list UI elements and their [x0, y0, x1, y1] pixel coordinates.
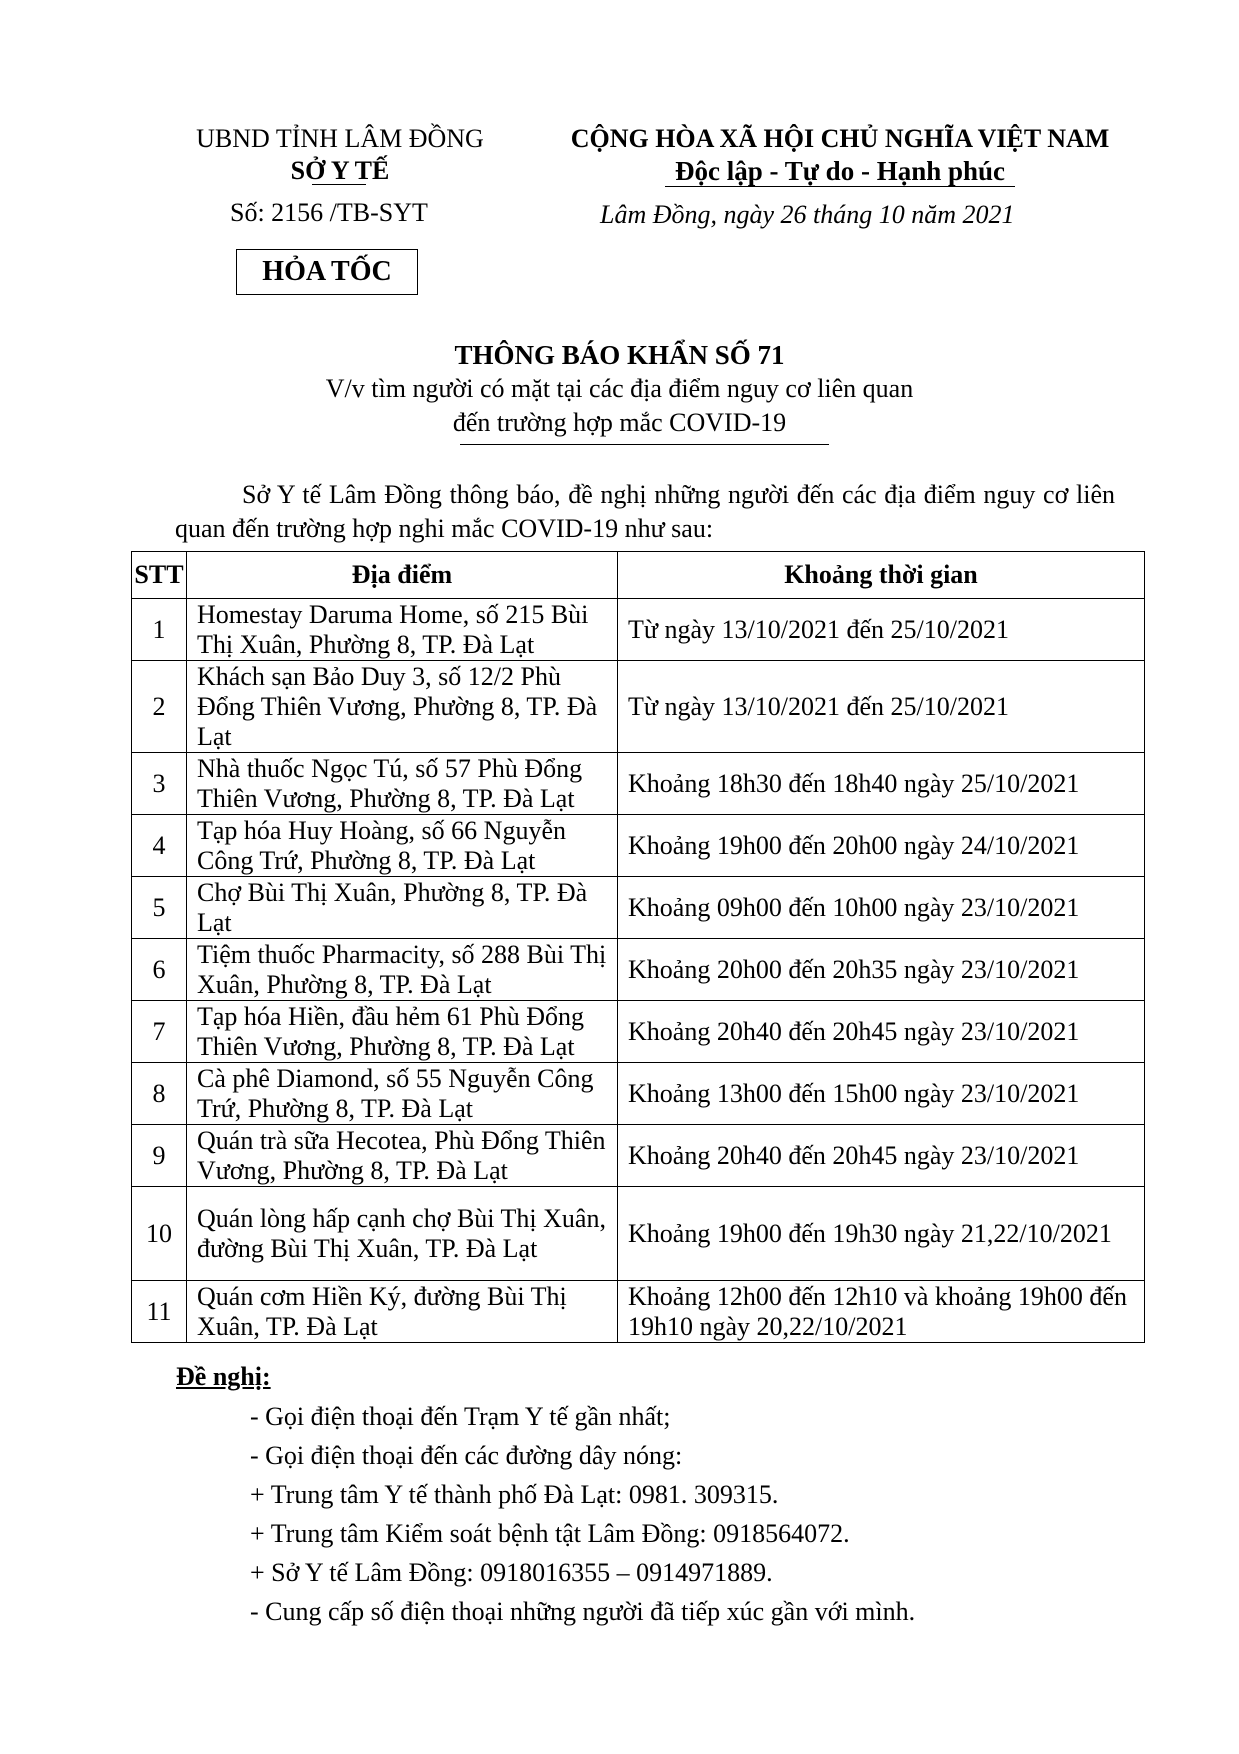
row-time: Khoảng 18h30 đến 18h40 ngày 25/10/2021	[618, 753, 1145, 815]
row-location: Chợ Bùi Thị Xuân, Phường 8, TP. Đà Lạt	[187, 877, 618, 939]
recommendations-heading: Đề nghị:	[176, 1362, 271, 1391]
row-stt: 10	[132, 1187, 187, 1281]
row-time: Khoảng 19h00 đến 20h00 ngày 24/10/2021	[618, 815, 1145, 877]
locations-table	[131, 551, 1145, 1343]
department-underline	[312, 184, 366, 185]
row-location: Nhà thuốc Ngọc Tú, số 57 Phù Đổng Thiên Vương, Phường 8, TP. Đà Lạt	[187, 753, 618, 815]
subject-underline	[460, 444, 829, 445]
national-title: CỘNG HÒA XÃ HỘI CHỦ NGHĨA VIỆT NAM	[570, 124, 1110, 153]
issuing-department: SỞ Y TẾ	[290, 156, 390, 185]
row-time: Khoảng 20h40 đến 20h45 ngày 23/10/2021	[618, 1125, 1145, 1187]
recommendation-item: + Trung tâm Y tế thành phố Đà Lạt: 0981. 309315.	[250, 1480, 779, 1509]
row-time: Từ ngày 13/10/2021 đến 25/10/2021	[618, 599, 1145, 661]
row-time: Khoảng 13h00 đến 15h00 ngày 23/10/2021	[618, 1063, 1145, 1125]
recommendation-item: - Gọi điện thoại đến Trạm Y tế gần nhất;	[250, 1402, 671, 1431]
column-header-location: Địa điểm	[187, 552, 618, 599]
row-location: Homestay Daruma Home, số 215 Bùi Thị Xuân, Phường 8, TP. Đà Lạt	[187, 599, 618, 661]
table-row	[132, 877, 1145, 939]
notice-title: THÔNG BÁO KHẨN SỐ 71	[454, 340, 785, 370]
notice-subject-line-1: V/v tìm người có mặt tại các địa điểm nguy cơ liên quan	[325, 374, 914, 403]
table-row	[132, 939, 1145, 1001]
row-location: Quán cơm Hiền Ký, đường Bùi Thị Xuân, TP. Đà Lạt	[187, 1281, 618, 1343]
row-stt: 2	[132, 661, 187, 753]
row-location: Quán trà sữa Hecotea, Phù Đổng Thiên Vương, Phường 8, TP. Đà Lạt	[187, 1125, 618, 1187]
row-time: Từ ngày 13/10/2021 đến 25/10/2021	[618, 661, 1145, 753]
intro-paragraph: Sở Y tế Lâm Đồng thông báo, đề nghị những người đến các địa điểm nguy cơ liên quan đến trường hợp nghi mắc COVID-19 như sau:	[175, 480, 1115, 543]
row-location: Cà phê Diamond, số 55 Nguyễn Công Trứ, Phường 8, TP. Đà Lạt	[187, 1063, 618, 1125]
row-location: Tạp hóa Huy Hoàng, số 66 Nguyễn Công Trứ, Phường 8, TP. Đà Lạt	[187, 815, 618, 877]
document-date: Lâm Đồng, ngày 26 tháng 10 năm 2021	[600, 200, 1015, 229]
issuing-authority: UBND TỈNH LÂM ĐỒNG	[196, 124, 484, 153]
table-row	[132, 1281, 1145, 1343]
row-stt: 7	[132, 1001, 187, 1063]
recommendation-item: - Cung cấp số điện thoại những người đã tiếp xúc gần với mình.	[250, 1597, 916, 1626]
row-stt: 1	[132, 599, 187, 661]
document-number: Số: 2156 /TB-SYT	[230, 198, 428, 227]
table-row	[132, 1063, 1145, 1125]
row-location: Tiệm thuốc Pharmacity, số 288 Bùi Thị Xuân, Phường 8, TP. Đà Lạt	[187, 939, 618, 1001]
table-row	[132, 753, 1145, 815]
row-time: Khoảng 12h00 đến 12h10 và khoảng 19h00 đến 19h10 ngày 20,22/10/2021	[618, 1281, 1145, 1343]
table-row	[132, 661, 1145, 753]
column-header-stt: STT	[132, 552, 187, 599]
row-time: Khoảng 19h00 đến 19h30 ngày 21,22/10/2021	[618, 1187, 1145, 1281]
row-time: Khoảng 09h00 đến 10h00 ngày 23/10/2021	[618, 877, 1145, 939]
row-stt: 5	[132, 877, 187, 939]
table-row	[132, 599, 1145, 661]
row-stt: 11	[132, 1281, 187, 1343]
row-location: Tạp hóa Hiền, đầu hẻm 61 Phù Đổng Thiên Vương, Phường 8, TP. Đà Lạt	[187, 1001, 618, 1063]
table-row	[132, 1125, 1145, 1187]
recommendation-item: - Gọi điện thoại đến các đường dây nóng:	[250, 1441, 683, 1470]
row-stt: 6	[132, 939, 187, 1001]
row-time: Khoảng 20h40 đến 20h45 ngày 23/10/2021	[618, 1001, 1145, 1063]
urgent-stamp: HỎA TỐC	[236, 249, 418, 295]
table-row	[132, 1001, 1145, 1063]
recommendation-item: + Trung tâm Kiểm soát bệnh tật Lâm Đồng: 0918564072.	[250, 1519, 850, 1548]
row-stt: 3	[132, 753, 187, 815]
row-stt: 9	[132, 1125, 187, 1187]
table-row	[132, 1187, 1145, 1281]
row-location: Quán lòng hấp cạnh chợ Bùi Thị Xuân, đường Bùi Thị Xuân, TP. Đà Lạt	[187, 1187, 618, 1281]
table-row	[132, 815, 1145, 877]
motto-underline	[665, 186, 1015, 187]
row-stt: 4	[132, 815, 187, 877]
table-header-row	[132, 552, 1145, 599]
row-time: Khoảng 20h00 đến 20h35 ngày 23/10/2021	[618, 939, 1145, 1001]
column-header-time: Khoảng thời gian	[618, 552, 1145, 599]
notice-subject-line-2: đến trường hợp mắc COVID-19	[452, 408, 787, 437]
row-location: Khách sạn Bảo Duy 3, số 12/2 Phù Đổng Thiên Vương, Phường 8, TP. Đà Lạt	[187, 661, 618, 753]
national-motto: Độc lập - Tự do - Hạnh phúc	[674, 156, 1006, 186]
recommendation-item: + Sở Y tế Lâm Đồng: 0918016355 – 0914971889.	[250, 1558, 773, 1587]
row-stt: 8	[132, 1063, 187, 1125]
